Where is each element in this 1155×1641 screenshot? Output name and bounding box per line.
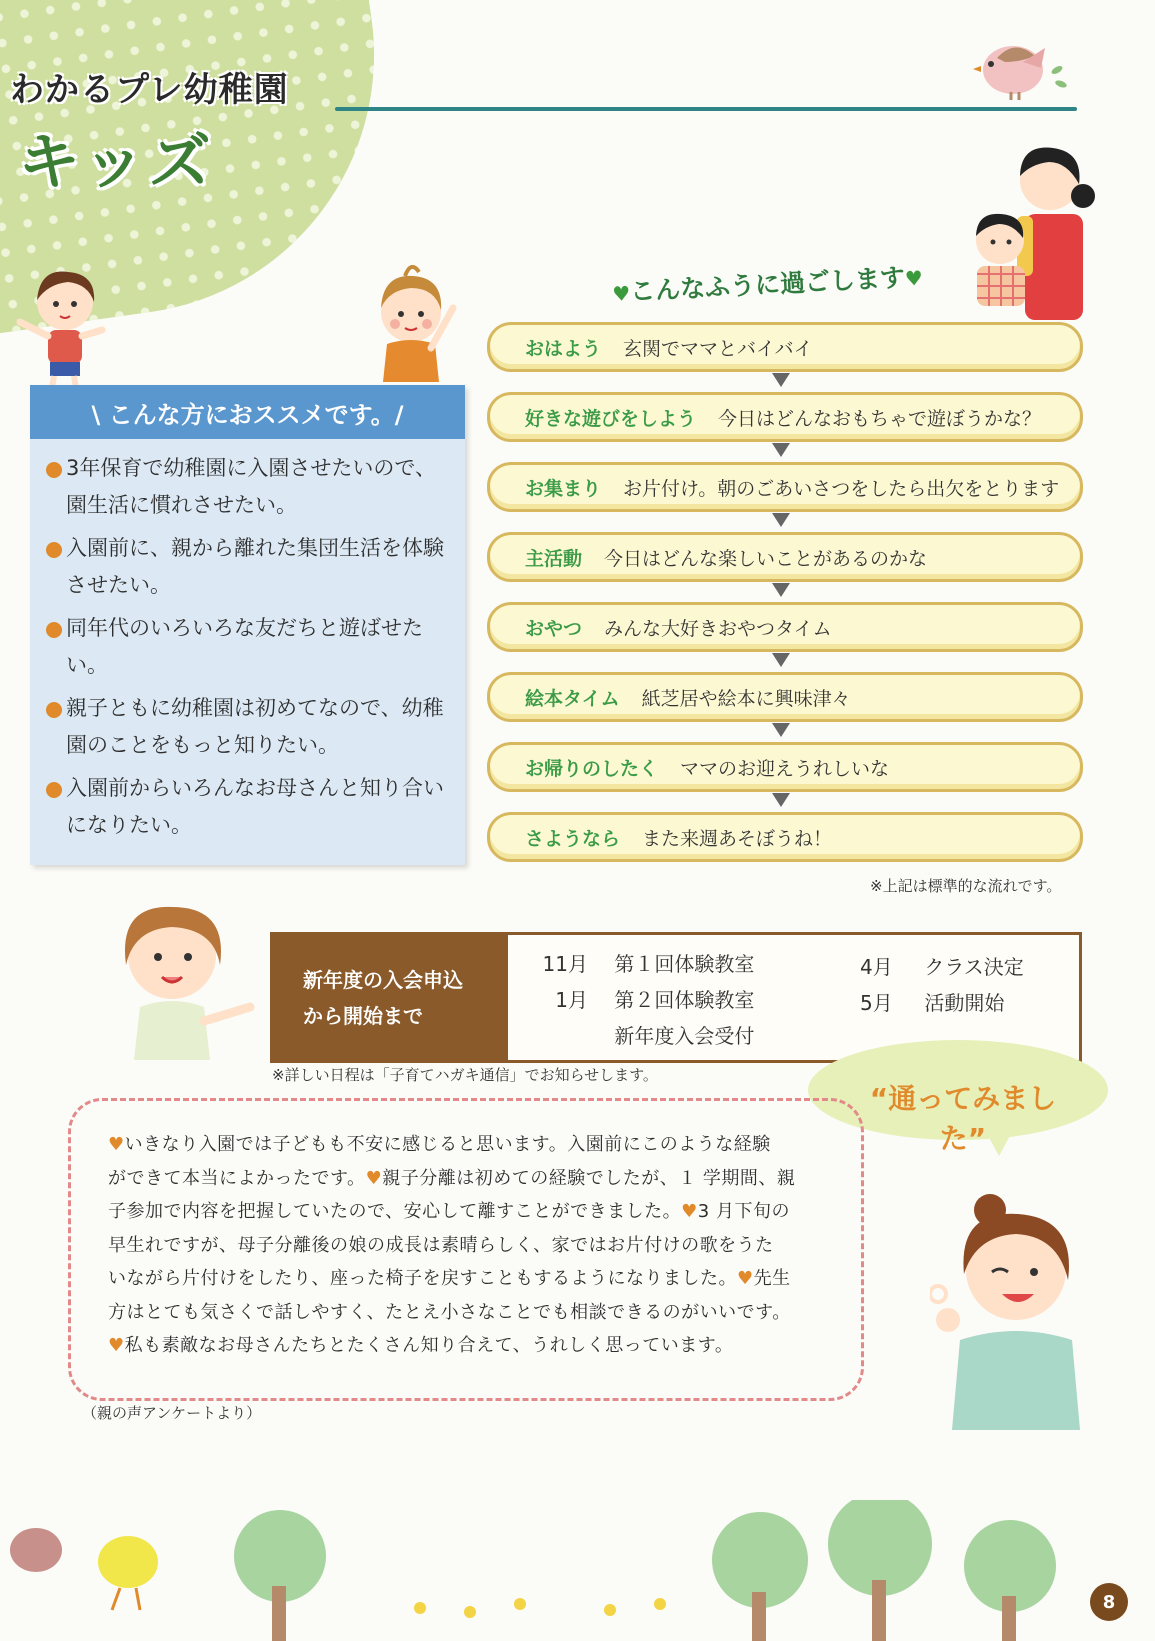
boy-pointing-illustration xyxy=(365,252,465,382)
entry-heading: 新年度の入会申込 から開始まで xyxy=(273,935,508,1060)
schedule-step xyxy=(487,812,1083,862)
down-arrow-icon xyxy=(772,583,790,597)
testimonial-line: ♥いきなり入園では子どもも不安に感じると思います。入園前にこのような経験 xyxy=(108,1134,771,1155)
page-number: 8 xyxy=(1090,1583,1128,1621)
step-text: 紙芝居や絵本に興味津々 xyxy=(641,687,851,710)
down-arrow-icon xyxy=(772,513,790,527)
step-text: 今日はどんな楽しいことがあるのかな xyxy=(604,547,928,570)
recommend-heading: \ こんな方におススメです。/ xyxy=(30,385,465,439)
schedule-note: ※上記は標準的な流れです。 xyxy=(870,877,1062,895)
testimonial-line: 子参加で内容を把握していたので、安心して離すことができました。♥3 月下旬の xyxy=(108,1201,790,1222)
list-item: 3年保育で幼稚園に入園させたいので、園生活に慣れさせたい。 xyxy=(44,450,456,524)
step-label: おやつ xyxy=(525,617,583,640)
step-text: また来週あそぼうね！ xyxy=(642,827,833,850)
step-text: みんな大好きおやつタイム xyxy=(604,617,832,640)
entry-row: 4月 クラス決定 xyxy=(860,955,1024,979)
bird-illustration xyxy=(965,28,1075,108)
down-arrow-icon xyxy=(772,443,790,457)
step-text: 玄関でママとバイバイ xyxy=(623,337,813,360)
schedule-step xyxy=(487,462,1083,512)
schedule-title: ♥こんなふうに過ごします♥ xyxy=(611,262,924,307)
testimonial-source: （親の声アンケートより） xyxy=(82,1404,262,1422)
step-label: 絵本タイム xyxy=(525,687,620,710)
schedule-step xyxy=(487,392,1083,442)
heart-icon: ♥ xyxy=(904,265,924,291)
girl-waving-illustration xyxy=(10,262,110,392)
step-label: おはよう xyxy=(525,337,602,360)
brand-title: わかるプレ幼稚園 xyxy=(10,70,289,110)
step-label: お集まり xyxy=(525,477,602,500)
mother-winking-illustration xyxy=(930,1190,1090,1430)
entry-note: ※詳しい日程は「子育てハガキ通信」でお知らせします。 xyxy=(272,1066,658,1084)
testimonial-line: ができて本当によかったです。♥親子分離は初めての経験でしたが、１ 学期間、親 xyxy=(108,1167,796,1189)
schedule-step xyxy=(487,532,1083,582)
brand-subtitle: キッズ xyxy=(18,125,215,198)
footer-decoration xyxy=(0,1500,1155,1641)
list-item: 親子ともに幼稚園は初めてなので、幼稚園のことをもっと知りたい。 xyxy=(44,690,456,764)
schedule-step xyxy=(487,322,1083,372)
list-item: 入園前に、親から離れた集団生活を体験させたい。 xyxy=(44,530,456,604)
testimonial-text xyxy=(108,1128,830,1363)
teacher-illustration xyxy=(110,895,260,1060)
schedule-step xyxy=(487,742,1083,792)
list-item: 入園前からいろんなお母さんと知り合いになりたい。 xyxy=(44,770,456,844)
recommend-list xyxy=(44,450,456,850)
step-text: 今日はどんなおもちゃで遊ぼうかな？ xyxy=(718,407,1042,430)
entry-row: 1月 第２回体験教室 xyxy=(555,988,755,1012)
step-label: 主活動 xyxy=(525,547,583,570)
down-arrow-icon xyxy=(772,723,790,737)
speech-bubble-text: “通ってみました” xyxy=(869,1082,1057,1155)
step-label: お帰りのしたく xyxy=(525,757,659,780)
list-item: 同年代のいろいろな友だちと遊ばせたい。 xyxy=(44,610,456,684)
testimonial-line: 早生れですが、母子分離後の娘の成長は素晴らしく、家ではお片付けの歌をうた xyxy=(108,1234,774,1256)
schedule-step xyxy=(487,602,1083,652)
testimonial-line: ♥私も素敵なお母さんたちとたくさん知り合えて、うれしく思っています。 xyxy=(108,1335,734,1356)
step-label: さようなら xyxy=(525,827,621,850)
step-text: お片付け。朝のごあいさつをしたら出欠をとります xyxy=(623,477,1060,500)
down-arrow-icon xyxy=(772,373,790,387)
step-text: ママのお迎えうれしいな xyxy=(680,757,890,780)
mother-child-illustration xyxy=(955,140,1105,320)
entry-row: 新年度入会受付 xyxy=(614,1024,755,1048)
down-arrow-icon xyxy=(772,653,790,667)
step-label: 好きな遊びをしよう xyxy=(525,407,697,430)
heart-icon: ♥ xyxy=(611,281,631,307)
entry-row: 5月 活動開始 xyxy=(860,991,1005,1015)
testimonial-line: いながら片付けをしたり、座った椅子を戻すこともするようになりました。♥先生 xyxy=(108,1268,791,1289)
down-arrow-icon xyxy=(772,793,790,807)
entry-row: 11月 第１回体験教室 xyxy=(542,952,755,976)
testimonial-line: 方はとても気さくで話しやすく、たとえ小さなことでも相談できるのがいいです。 xyxy=(108,1301,791,1323)
schedule-step xyxy=(487,672,1083,722)
